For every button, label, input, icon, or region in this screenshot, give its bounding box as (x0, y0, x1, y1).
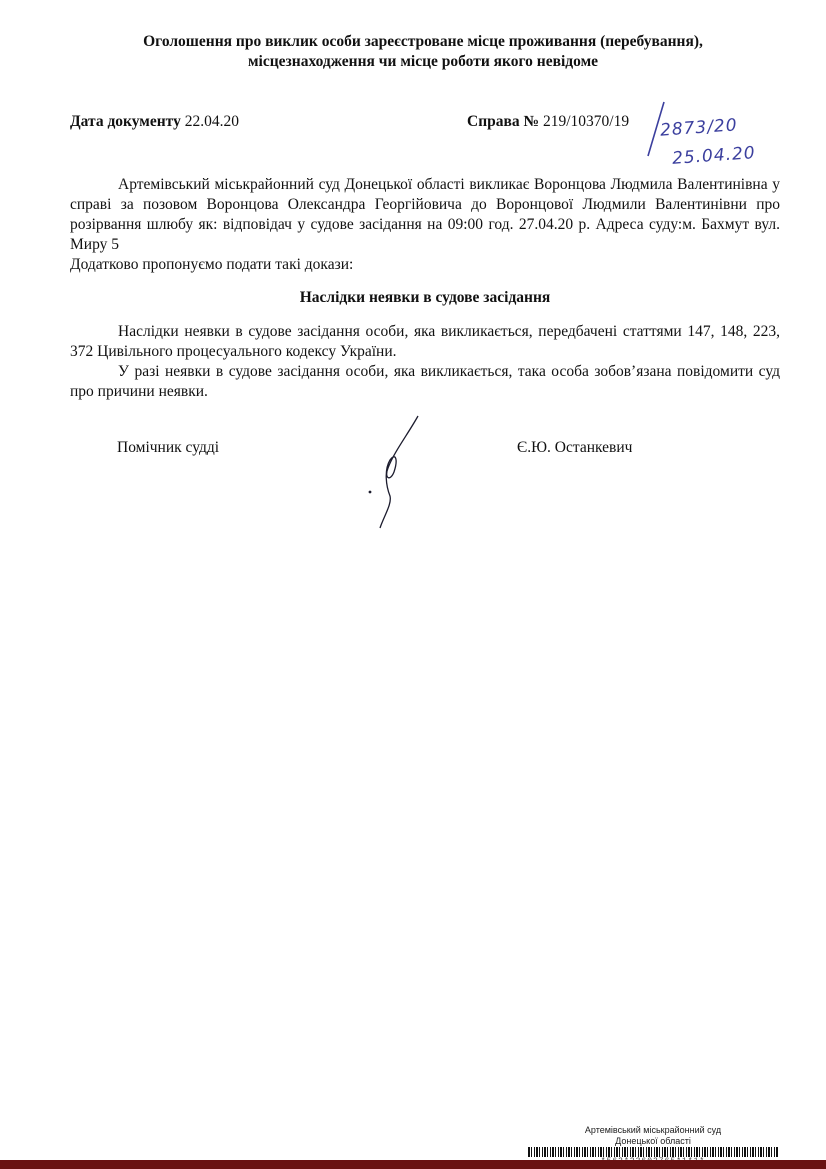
consequences-paragraph: Наслідки неявки в судове засідання особи, яка викликається, передбачені статтями 147, 148, 223, 372 Цивільного процесуального кодексу України. (70, 323, 780, 360)
case-number (467, 113, 629, 131)
evidence-paragraph: Додатково пропонуємо подати такі докази: (70, 256, 354, 273)
handwritten-signature-icon (360, 412, 440, 532)
handwritten-date: 25.04.20 (671, 143, 757, 169)
title-line-1: Оголошення про виклик особи зареєстроване місце проживання (перебування), (143, 33, 703, 50)
case-label: Справа № (467, 113, 540, 130)
stamp-line-1: Артемівський міськрайонний суд (584, 1125, 722, 1135)
title-line-2: місцезнаходження чи місце роботи якого невідоме (247, 53, 599, 70)
date-value: 22.04.20 (184, 113, 239, 130)
case-value: 219/10370/19 (542, 113, 630, 130)
signer-role: Помічник судді (117, 439, 220, 456)
notification-paragraph: У разі неявки в судове засідання особи, яка викликається, така особа зобов’язана повідомити суд про причини неявки. (70, 363, 780, 400)
signer-name: Є.Ю. Останкевич (517, 439, 633, 456)
court-stamp (528, 1125, 778, 1147)
section-heading: Наслідки неявки в судове засідання (299, 289, 551, 306)
stamp-line-2: Донецької області (615, 1136, 691, 1146)
barcode-icon (528, 1147, 778, 1157)
summons-paragraph: Артемівський міськрайонний суд Донецької області викликає Воронцова Людмила Валентинівна у справі за позовом Воронцова Олександра Георгійовича до Воронцової Людмили Валентинівни про розірвання шлюбу як: відповідач у судове засідання на 09:00 год. 27.04.20 р. Адреса суду:м. Бахмут вул. Миру 5 (70, 176, 780, 253)
document-title (60, 32, 786, 72)
scan-bottom-edge (0, 1160, 826, 1169)
document-date (70, 113, 239, 131)
date-label: Дата документу (70, 113, 181, 130)
handwritten-number: 2873/20 (659, 115, 739, 141)
